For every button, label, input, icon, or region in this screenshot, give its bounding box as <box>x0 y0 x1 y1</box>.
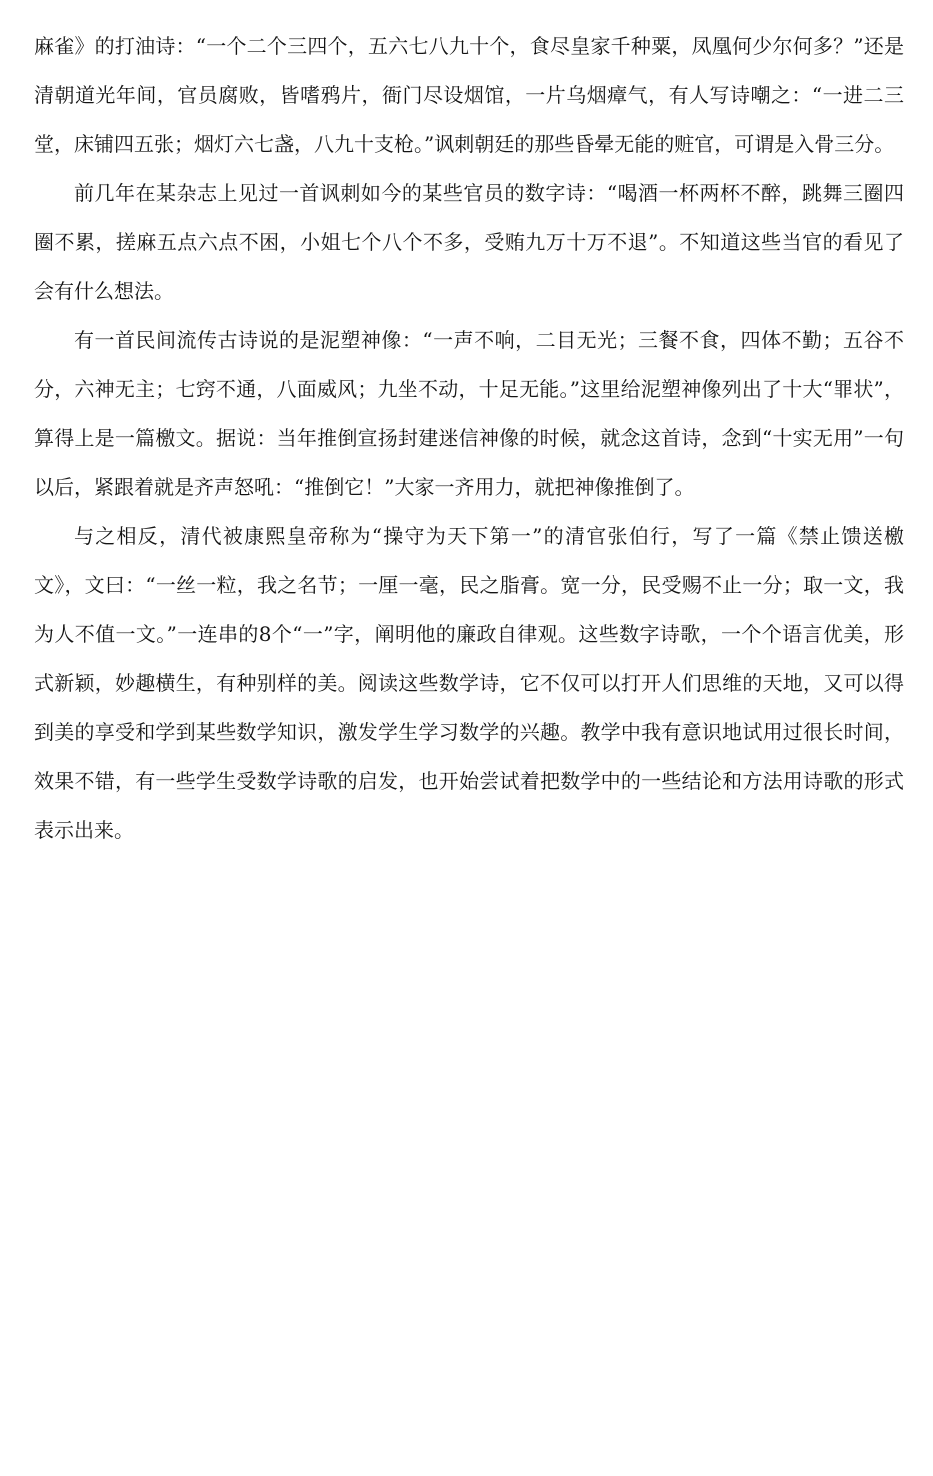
paragraph-3: 有一首民间流传古诗说的是泥塑神像：“一声不响，二目无光；三餐不食，四体不勤；五谷不分，六神无主；七窍不通，八面威风；九坐不动，十足无能。”这里给泥塑神像列出了十大“罪状”，算得上是一篇檄文。据说：当年推倒宣扬封建迷信神像的时候，就念这首诗，念到“十实无用”一句以后，紧跟着就是齐声怒吼：“推倒它！”大家一齐用力，就把神像推倒了。 <box>34 328 904 499</box>
document-body <box>34 22 904 855</box>
paragraph-4: 与之相反，清代被康熙皇帝称为“操守为天下第一”的清官张伯行，写了一篇《禁止馈送檄文》，文曰：“一丝一粒，我之名节；一厘一毫，民之脂膏。宽一分，民受赐不止一分；取一文，我为人不值一文。”一连串的8个“一”字，阐明他的廉政自律观。这些数字诗歌，一个个语言优美，形式新颖，妙趣横生，有种别样的美。阅读这些数学诗，它不仅可以打开人们思维的天地，又可以得到美的享受和学到某些数学知识，激发学生学习数学的兴趣。教学中我有意识地试用过很长时间，效果不错，有一些学生受数学诗歌的启发，也开始尝试着把数学中的一些结论和方法用诗歌的形式表示出来。 <box>34 524 904 842</box>
paragraph-2: 前几年在某杂志上见过一首讽刺如今的某些官员的数字诗：“喝酒一杯两杯不醉，跳舞三圈四圈不累，搓麻五点六点不困，小姐七个八个不多，受贿九万十万不退”。不知道这些当官的看见了会有什么想法。 <box>34 181 904 303</box>
paragraph-1: 麻雀》的打油诗：“一个二个三四个，五六七八九十个，食尽皇家千种粟，凤凰何少尔何多？”还是清朝道光年间，官员腐败，皆嗜鸦片，衙门尽设烟馆，一片乌烟瘴气，有人写诗嘲之：“一进二三堂，床铺四五张；烟灯六七盏，八九十支枪。”讽刺朝廷的那些昏晕无能的赃官，可谓是入骨三分。 <box>34 34 904 156</box>
